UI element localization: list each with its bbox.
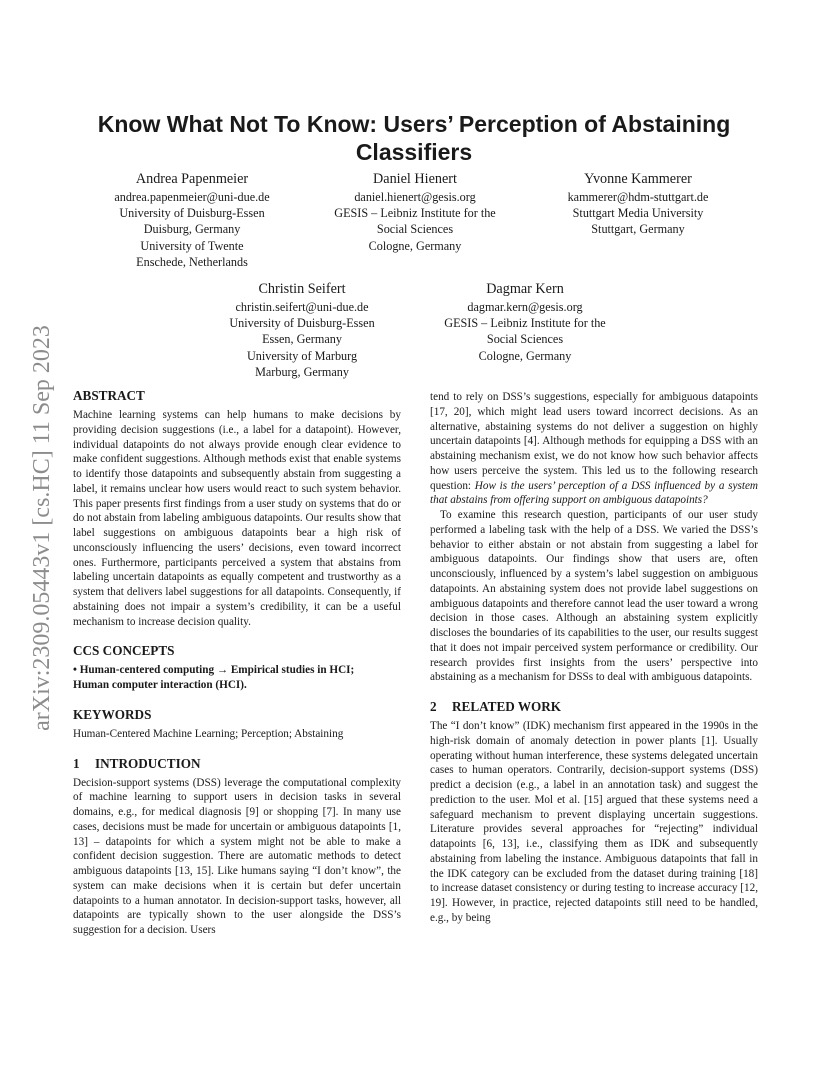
author-affiliation: Social Sciences	[376, 222, 454, 237]
author-affiliation: University of Duisburg-Essen	[229, 316, 375, 331]
abstract-heading: ABSTRACT	[73, 388, 145, 403]
author-location: Enschede, Netherlands	[136, 254, 248, 269]
section-number: 1	[73, 755, 80, 771]
author-block	[415, 280, 635, 364]
intro-paragraph: To examine this research question, participants of our user study performed a labeling task with the help of a DSS. We varied the DSS’s behavior to either abstain or not abstain from suggesting a label for ambiguous datapoints. Our findings show that users are, often unconsciously, influenced by a system’s label suggestion on ambiguous datapoints. An abstaining system does not provide label suggestions on ambiguous datapoints and therefore cannot lead the user toward a wrong decision in those cases. Although an abstaining system explicitly discloses the boundaries of its capabilities to the user, our results suggest that it does not impair perceived system performance or credibility. Our research provides first insights from the users’ perspective into abstaining as a mechanism for DSSs to deal with ambiguous datapoints.	[430, 509, 758, 684]
left-column	[73, 388, 401, 938]
author-location: Marburg, Germany	[255, 364, 349, 379]
section-number: 2	[430, 699, 437, 714]
author-location: Essen, Germany	[262, 332, 342, 347]
ccs-concept: Human computer interaction (HCI).	[73, 679, 247, 691]
author-name: Daniel Hienert	[373, 171, 457, 187]
author-location: Stuttgart, Germany	[591, 222, 685, 237]
author-block	[305, 170, 525, 254]
author-email: christin.seifert@uni-due.de	[235, 300, 369, 314]
author-affiliation: Stuttgart Media University	[572, 206, 704, 221]
intro-paragraph-continued	[430, 390, 758, 508]
author-name: Christin Seifert	[258, 281, 346, 297]
author-location: Duisburg, Germany	[143, 222, 241, 237]
ccs-heading: CCS CONCEPTS	[73, 643, 175, 659]
keywords-heading: KEYWORDS	[73, 706, 152, 722]
right-column	[430, 390, 758, 926]
keywords-text: Human-Centered Machine Learning; Perception; Abstaining	[73, 727, 344, 740]
intro-heading	[73, 756, 401, 772]
author-email: dagmar.kern@gesis.org	[467, 300, 583, 314]
author-location: Cologne, Germany	[368, 238, 462, 253]
author-email: andrea.papenmeier@uni-due.de	[114, 190, 270, 204]
intro-text: tend to rely on DSS’s suggestions, especially for ambiguous datapoints [17, 20], which might lead users toward incorrect decisions. As an alternative, abstaining systems do not deliver a suggestion on highly uncertain datapoints [4]. Although methods for equipping a DSS with an abstaining mechanism exist, we do not know how such behavior affects how users perceive the system. This led us to the following research question:	[430, 391, 758, 492]
intro-paragraph: Decision-support systems (DSS) leverage the computational complexity of machine learning to support users in decision tasks in several domains, e.g., for medical diagnosis [9] or shopping [7]. In many use cases, decisions must be made for uncertain or ambiguous datapoints [1, 13] – datapoints for which a system might not be able to make a confident decision suggestion. There are automatic methods to detect ambiguous datapoints [13, 15]. Like humans saying “I don’t know”, the system can make decisions when it is certain but defer uncertain datapoints to a human annotator. In decision-support tasks, however, all datapoints are typically shown to the user alongside the DSS’s suggestion for a decision. Users	[73, 776, 401, 936]
author-affiliation: University of Twente	[140, 238, 244, 253]
author-affiliation: University of Duisburg-Essen	[119, 206, 265, 221]
page-title: Know What Not To Know: Users’ Perception of Abstaining Classifiers	[97, 111, 731, 165]
ccs-concept: • Human-centered computing → Empirical studies in HCI;	[73, 664, 355, 677]
related-heading	[430, 699, 758, 715]
author-affiliation: GESIS – Leibniz Institute for the	[444, 316, 606, 331]
author-affiliation: Social Sciences	[486, 332, 564, 347]
related-paragraph: The “I don’t know” (IDK) mechanism first appeared in the 1990s in the high-risk domain of anomaly detection in power plants [1]. Usually operating without human interference, these systems delegated uncertain cases to human operators. Contrarily, decision-support systems (DSS) predict a decision (e.g., a label in an annotation task) and suggest the prediction to the user. Mol et al. [15] argued that these systems need a safeguard mechanism to prevent displaying uncertain suggestions. Literature provides several approaches for “rejecting” individual datapoints [6, 13], i.e., classifying them as IDK and subsequently abstaining from labeling the instance. Ambiguous datapoints that fall in the IDK category can be excluded from the dataset during training [18] to increase dataset consistency or during testing to increase accuracy [12, 19]. However, in practice, rejected datapoints still need to be handled, e.g., by being	[430, 720, 758, 924]
author-name: Andrea Papenmeier	[135, 171, 249, 187]
author-name: Yvonne Kammerer	[584, 171, 692, 187]
author-name: Dagmar Kern	[486, 281, 564, 297]
author-block	[192, 280, 412, 380]
author-block	[82, 170, 302, 270]
section-title: INTRODUCTION	[95, 755, 201, 771]
abstract-text: Machine learning systems can help humans to make decisions by providing decision suggestions (i.e., a label for a datapoint). However, individual datapoints do not always provide enough clear evidence to make confident suggestions. Although methods exist that enable systems to identify those datapoints and subsequently abstain from suggesting a label, it remains unclear how users would react to such system behavior. This paper presents first findings from a user study on systems that do or do not abstain from labeling ambiguous datapoints. Our results show that label suggestions on ambiguous datapoints bear a high risk of unconsciously influencing the users’ decisions, even toward incorrect ones. Furthermore, participants perceived a system that abstains from labeling uncertain datapoints as equally competent and trustworthy as a system that delivers label suggestions for all datapoints. Consequently, if abstaining does not impair a system’s credibility, it can be a useful mechanism to increase decision quality.	[73, 409, 401, 628]
author-email: kammerer@hdm-stuttgart.de	[567, 190, 709, 204]
author-email: daniel.hienert@gesis.org	[354, 190, 476, 204]
arxiv-identifier: arXiv:2309.05443v1 [cs.HC] 11 Sep 2023	[29, 325, 55, 731]
author-block	[528, 170, 748, 238]
author-affiliation: University of Marburg	[246, 348, 358, 363]
section-title: RELATED WORK	[452, 699, 562, 714]
research-question: How is the users’ perception of a DSS influenced by a system that abstains from offering support on ambiguous datapoints?	[430, 479, 758, 507]
author-affiliation: GESIS – Leibniz Institute for the	[334, 206, 496, 221]
author-location: Cologne, Germany	[478, 348, 572, 363]
